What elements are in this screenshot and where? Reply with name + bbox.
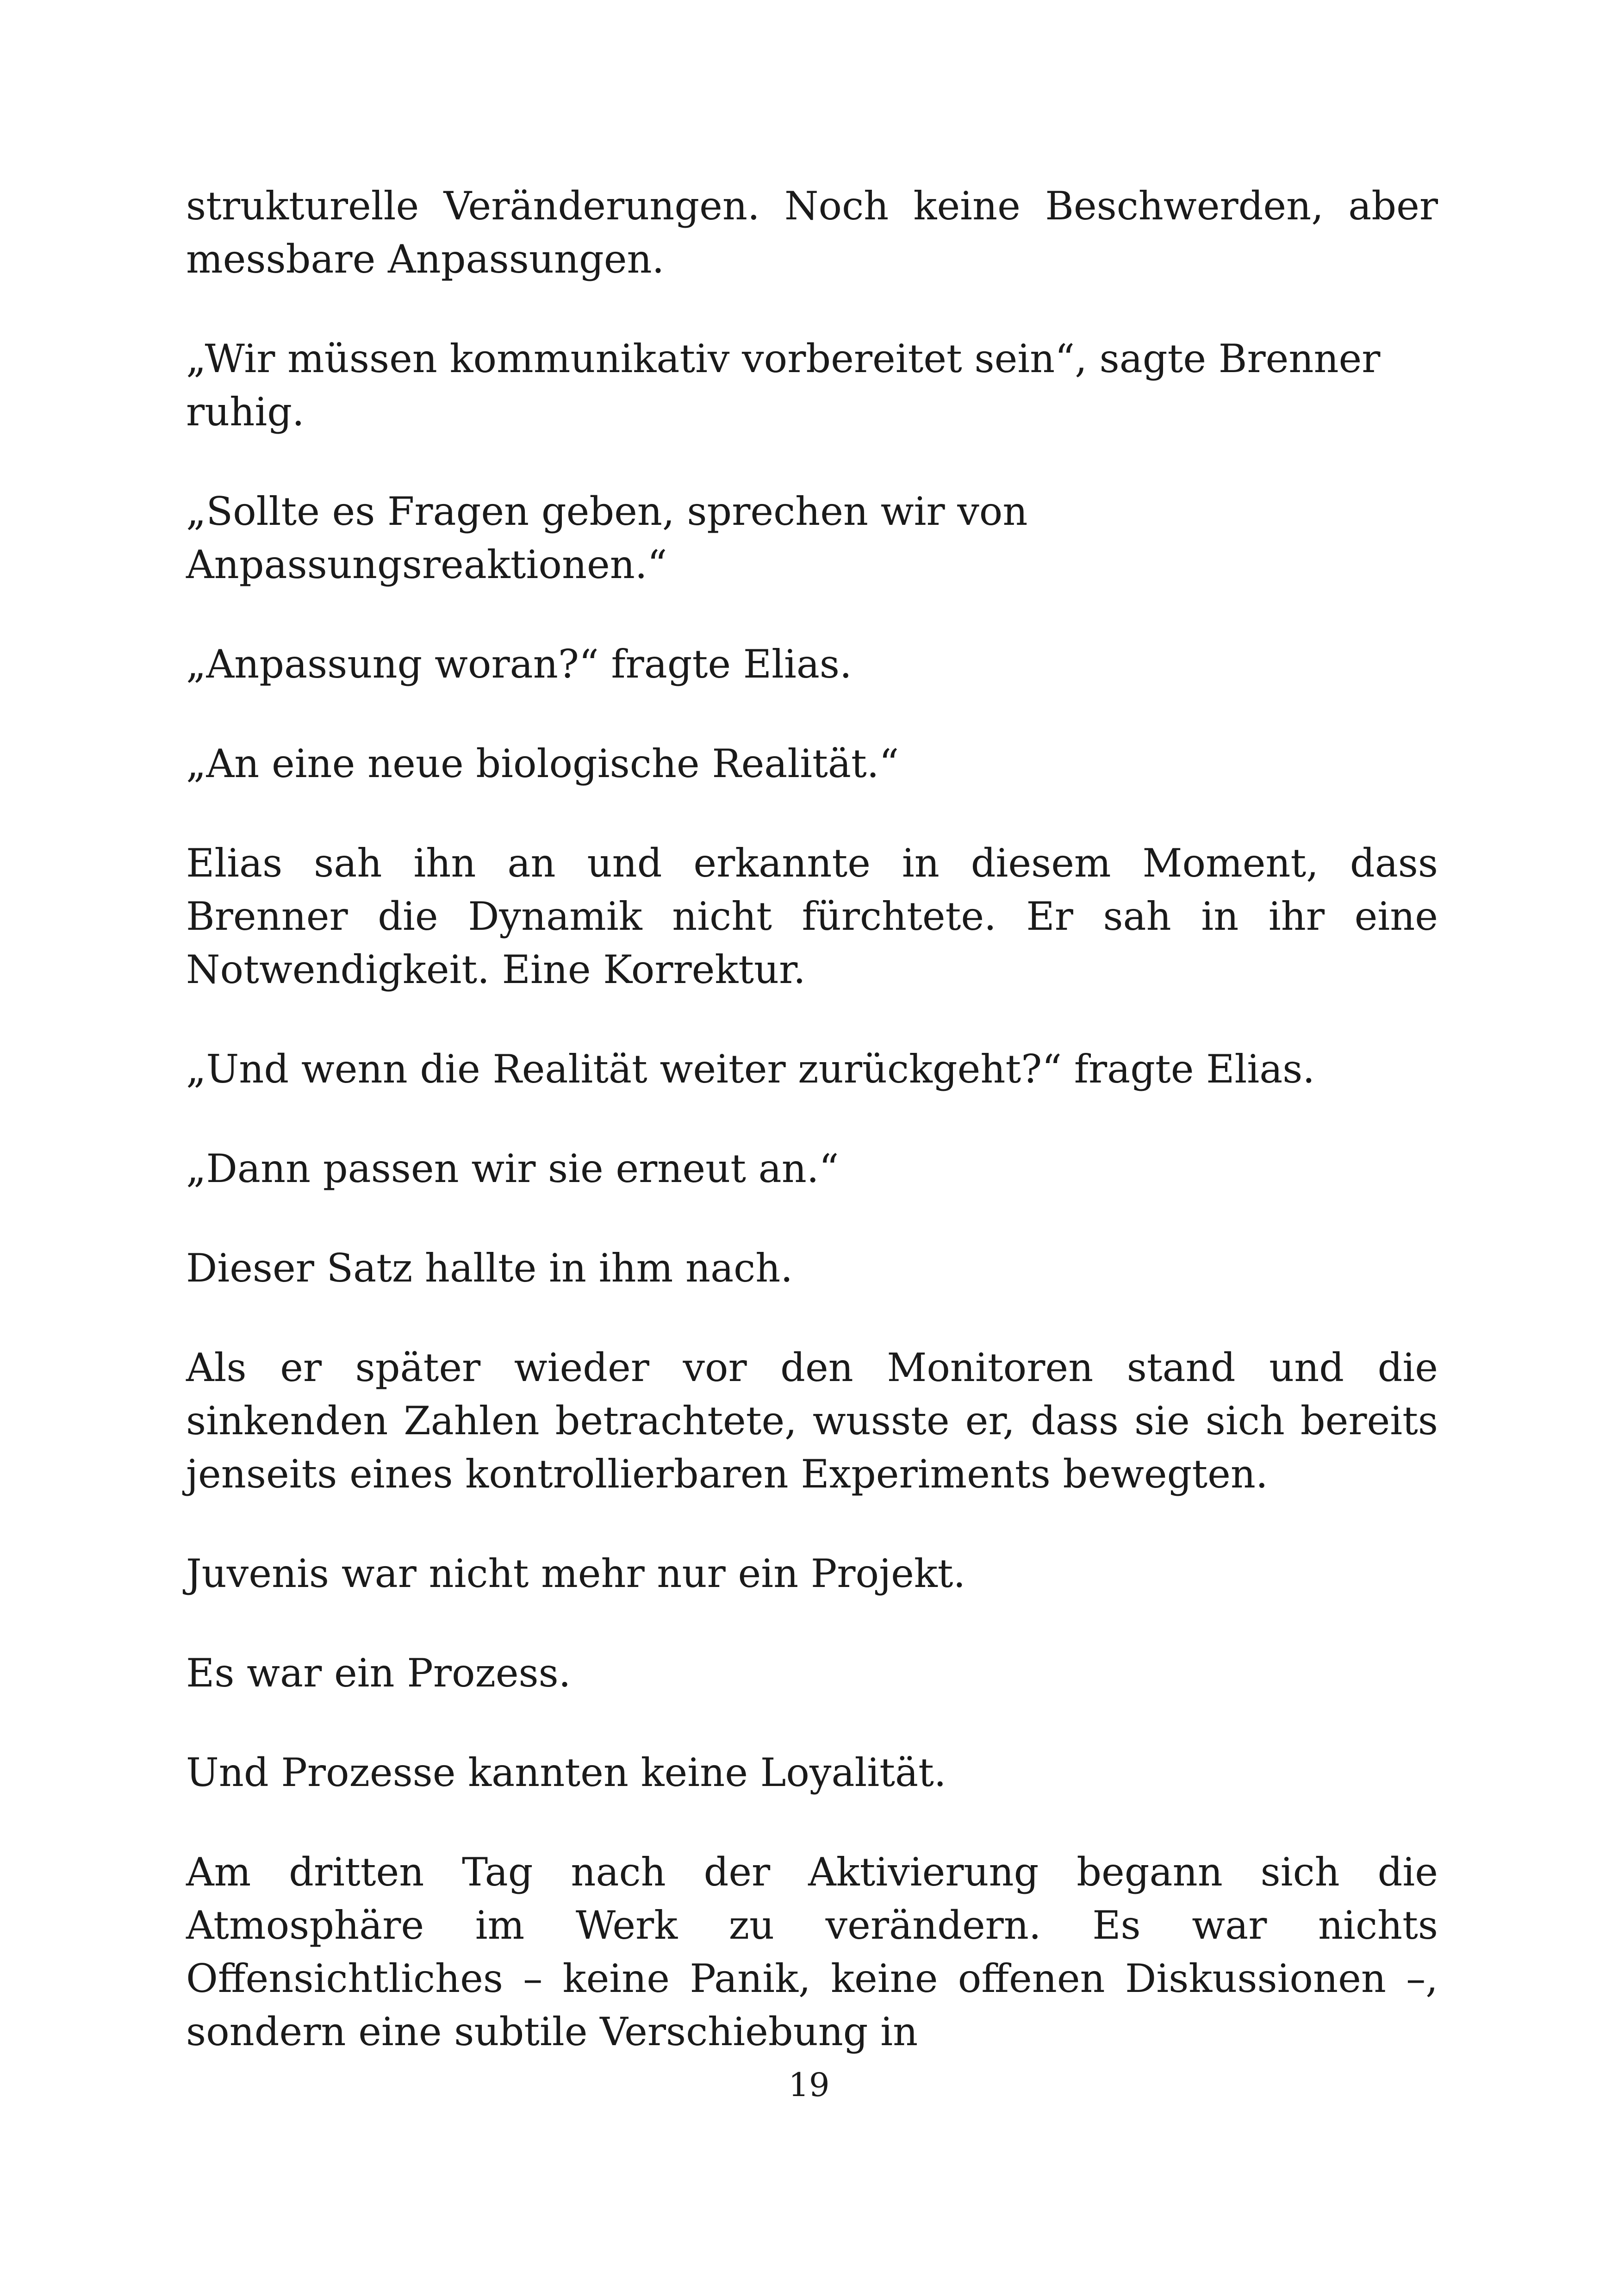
paragraph-6: Elias sah ihn an und erkannte in diesem Moment, dass Brenner die Dynamik nicht fürchtete. Er sah in ihr eine Notwendigkeit. Eine Korrektur. xyxy=(186,840,1438,992)
paragraph-7: „Und wenn die Realität weiter zurückgeht?“ fragte Elias. xyxy=(186,1046,1315,1092)
body-text xyxy=(186,180,1438,2105)
paragraph-12: Es war ein Prozess. xyxy=(186,1650,571,1696)
paragraph-5: „An eine neue biologische Realität.“ xyxy=(186,741,899,786)
paragraph-14: Am dritten Tag nach der Aktivierung begann sich die Atmosphäre im Werk zu verändern. Es war nichts Offensichtliches – keine Panik, keine offenen Diskussionen –, sondern eine subtile Verschiebung in xyxy=(186,1849,1438,2054)
paragraph-9: Dieser Satz hallte in ihm nach. xyxy=(186,1245,793,1291)
paragraph-10: Als er später wieder vor den Monitoren stand und die sinkenden Zahlen betrachtete, wusste er, dass sie sich bereits jenseits eines kontrollierbaren Experiments bewegten. xyxy=(186,1345,1438,1497)
paragraph-8: „Dann passen wir sie erneut an.“ xyxy=(186,1146,839,1191)
paragraph-1: strukturelle Veränderungen. Noch keine Beschwerden, aber messbare Anpassungen. xyxy=(186,183,1438,282)
paragraph-2: „Wir müssen kommunikativ vorbereitet sein“, sagte Brenner ruhig. xyxy=(186,336,1381,435)
page-number: 19 xyxy=(788,2066,830,2104)
paragraph-11: Juvenis war nicht mehr nur ein Projekt. xyxy=(186,1551,966,1596)
paragraph-4: „Anpassung woran?“ fragte Elias. xyxy=(186,641,852,687)
paragraph-3: „Sollte es Fragen geben, sprechen wir von Anpassungsreaktionen.“ xyxy=(186,489,1028,587)
paragraph-13: Und Prozesse kannten keine Loyalität. xyxy=(186,1750,946,1795)
